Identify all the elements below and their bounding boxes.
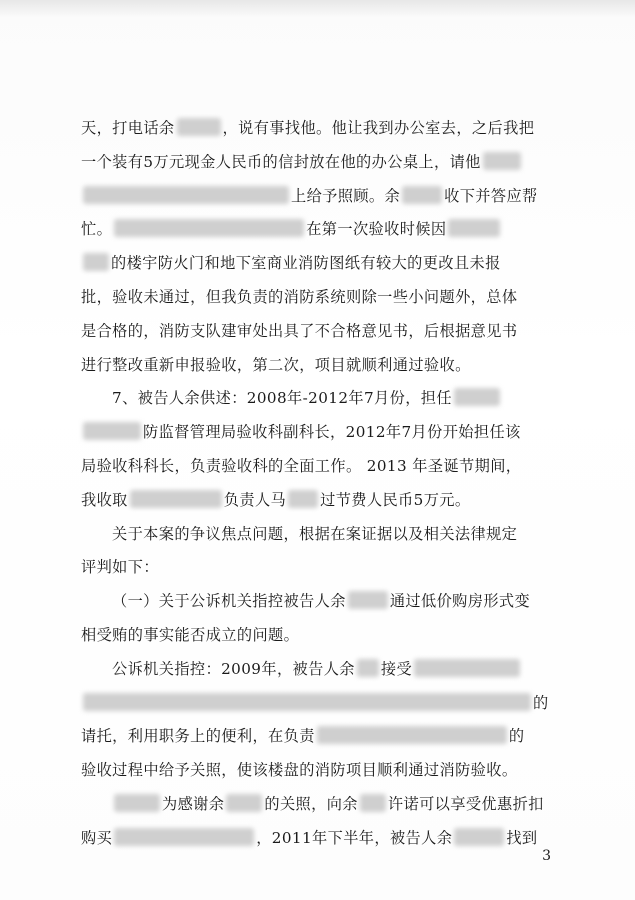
text-line: 请托，利用职务上的便利，在负责 的 <box>81 727 525 746</box>
redaction-blur <box>348 591 388 609</box>
redaction-blur <box>454 828 504 846</box>
document-body <box>81 112 566 856</box>
text-line: 是合格的，消防支队建审处出具了不合格意见书，后根据意见书 <box>81 321 518 340</box>
text-line: 一个装有5万元现金人民币的信封放在他的办公桌上，请他 <box>81 146 566 180</box>
text-line: 忙。 在第一次验收时候因 <box>81 213 566 247</box>
text-line: 局验收科科长，负责验收科的全面工作。 2013 年圣诞节期间， <box>81 456 522 475</box>
text-line: 评判如下： <box>81 558 159 577</box>
text-line: 进行整改重新申报验收，第二次，项目就顺利通过验收。 <box>81 355 471 374</box>
redaction-blur <box>414 659 520 677</box>
text-line: 的楼宇防火门和地下室商业消防图纸有较大的更改且未报 <box>81 247 566 281</box>
redaction-blur <box>454 388 500 406</box>
redaction-blur <box>402 186 442 204</box>
text-line: 关于本案的争议焦点问题，根据在案证据以及相关法律规定 <box>112 524 518 543</box>
text-line: 的 <box>81 687 566 721</box>
redaction-blur <box>483 152 521 170</box>
redaction-blur <box>83 693 531 711</box>
text-line: 购买 ，2011年下半年，被告人余 找到 <box>81 828 538 847</box>
text-line: 我收取 负责人马 过节费人民币5万元。 <box>81 490 471 509</box>
redaction-blur <box>448 219 500 237</box>
page-number: 3 <box>542 848 551 864</box>
text-line: 天，打电话余 ，说有事找他。他让我到办公室去，之后我把 <box>81 119 535 137</box>
text-line: 公诉机关指控：2009年，被告人余 接受 <box>81 653 566 687</box>
text-line: （一）关于公诉机关指控被告人余 通过低价购房形式变 <box>112 592 531 611</box>
text-line: 上给予照顾。余 收下并答应帮 <box>81 180 566 214</box>
redaction-blur <box>357 659 379 677</box>
text-line: 7、被告人余供述：2008年-2012年7月份，担任 <box>81 382 566 416</box>
redaction-blur <box>177 118 221 136</box>
text-line: 批，验收未通过，但我负责的消防系统则除一些小问题外，总体 <box>81 287 518 306</box>
text-line: 防监督管理局验收科副科长，2012年7月份开始担任该 <box>81 416 566 450</box>
redaction-blur <box>83 422 141 440</box>
scan-shadow <box>0 0 635 18</box>
redaction-blur <box>317 726 507 744</box>
text-line: 验收过程中给予关照，使该楼盘的消防项目顺利通过消防验收。 <box>81 761 518 780</box>
redaction-blur <box>360 794 386 812</box>
redaction-blur <box>114 828 254 846</box>
text-line: 相受贿的事实能否成立的问题。 <box>81 625 300 644</box>
redaction-blur <box>288 490 318 508</box>
redaction-blur <box>83 253 109 271</box>
redaction-blur <box>114 794 160 812</box>
redaction-blur <box>83 186 289 204</box>
text-line: 为感谢余 的关照，向余 许诺可以享受优惠折扣 <box>81 788 566 822</box>
redaction-blur <box>114 219 304 237</box>
redaction-blur <box>226 794 262 812</box>
redaction-blur <box>130 490 222 508</box>
